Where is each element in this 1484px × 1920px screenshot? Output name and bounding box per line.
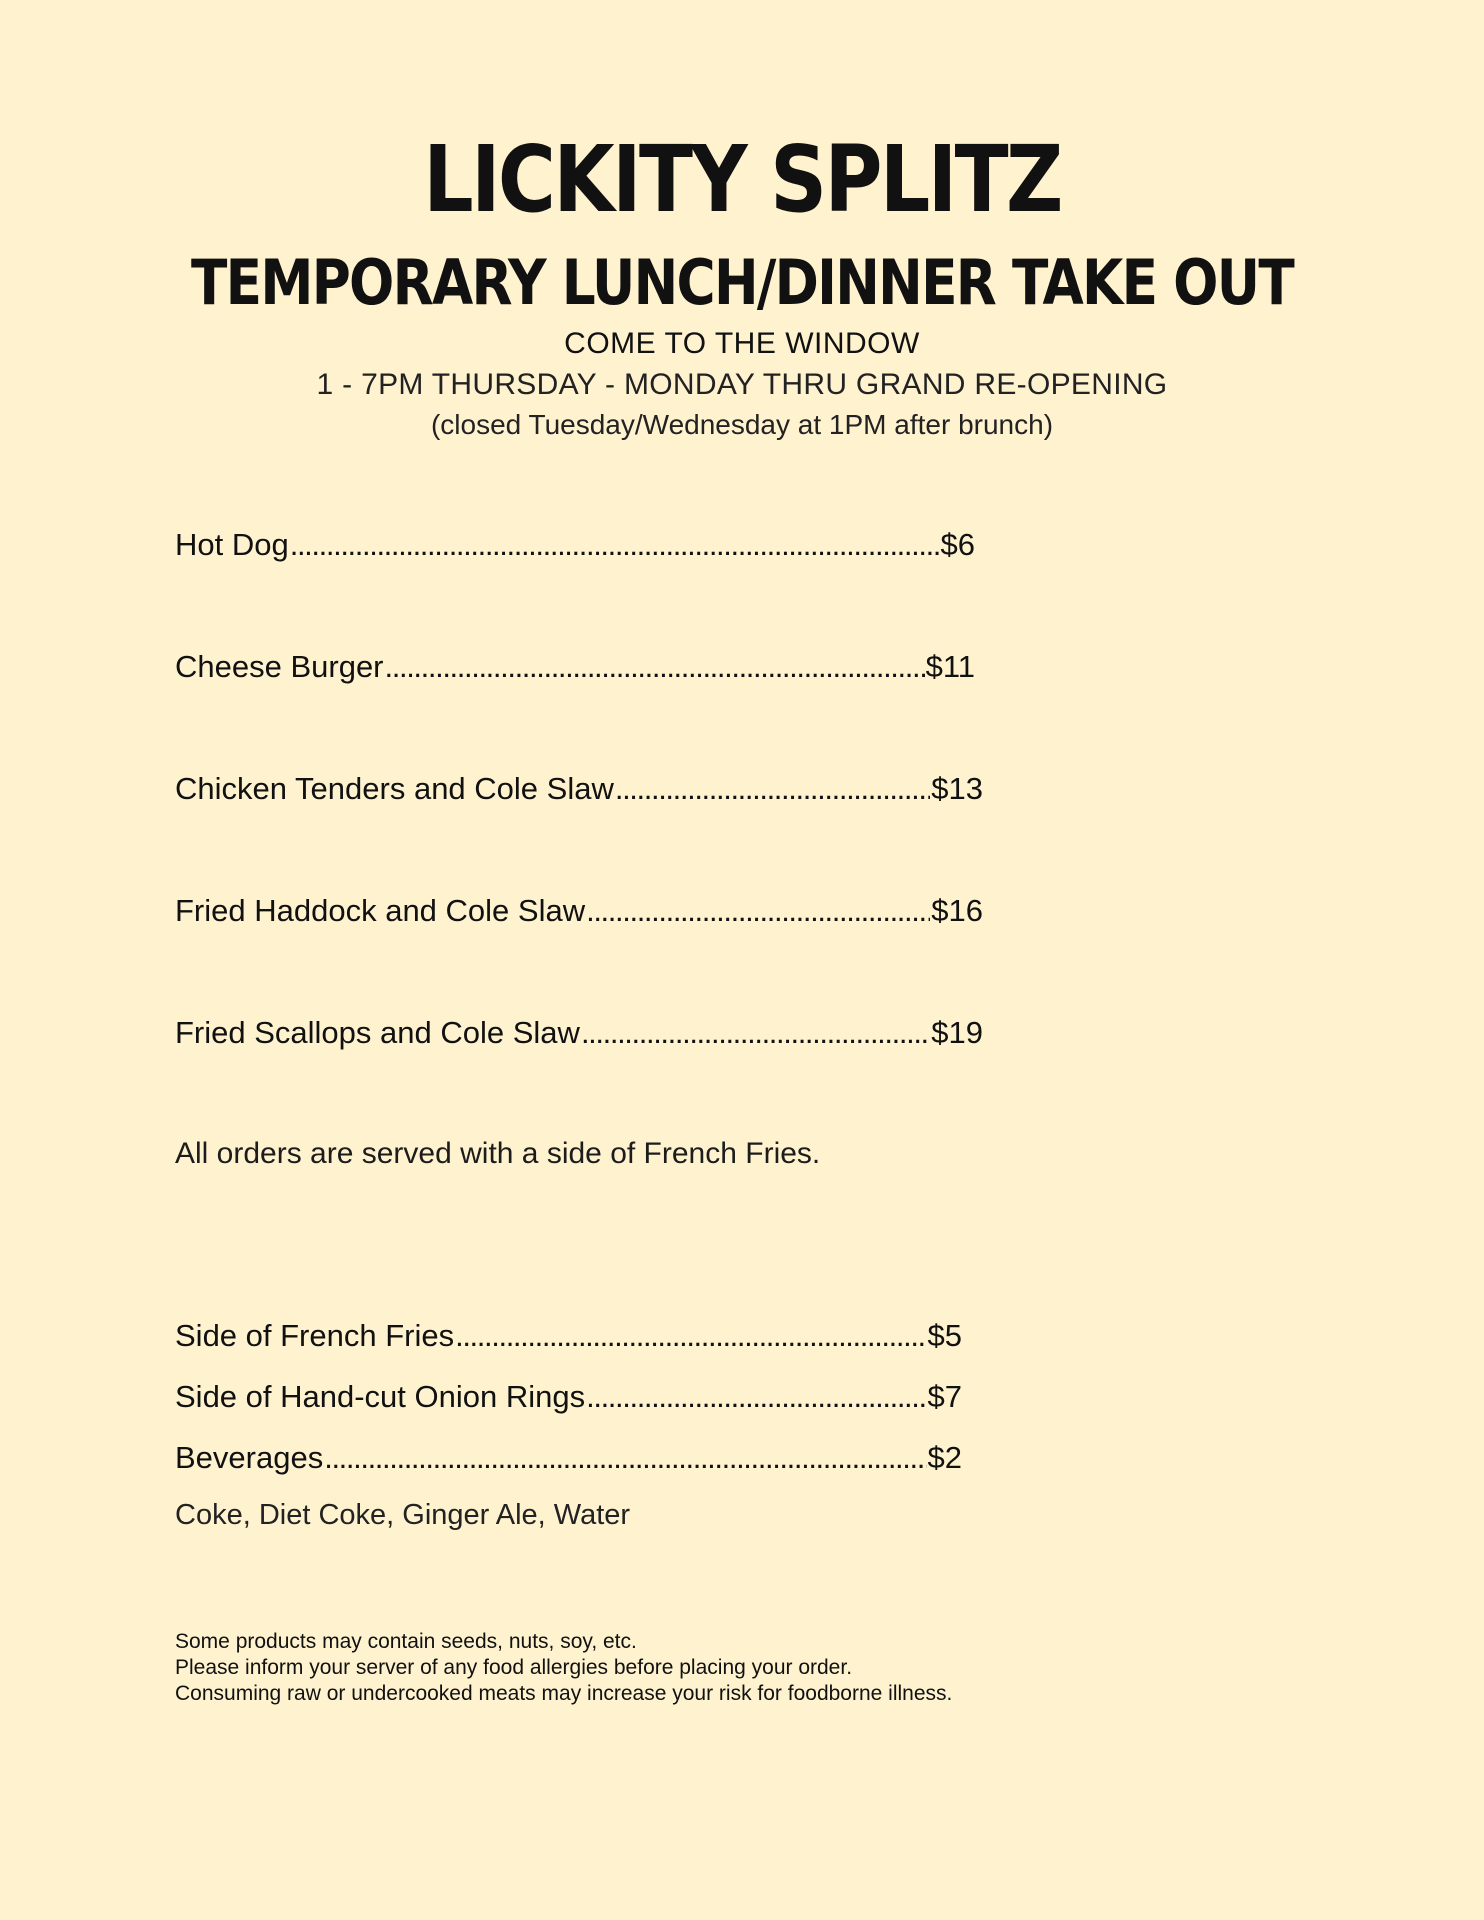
item-name: Chicken Tenders and Cole Slaw [175,771,614,806]
item-name: Cheese Burger [175,649,384,684]
menu-item-side-onion-rings [175,1377,962,1417]
dot-leader [581,1013,930,1053]
dot-leader [615,769,930,809]
item-price: $7 [927,1379,962,1414]
dot-leader [586,891,930,931]
menu-subtitle: TEMPORARY LUNCH/DINNER TAKE OUT [190,246,1293,319]
menu-item-side-fries [175,1316,962,1356]
item-name: Fried Scallops and Cole Slaw [175,1015,580,1050]
item-price: $13 [931,771,983,806]
item-price: $5 [927,1318,962,1353]
beverage-list: Coke, Diet Coke, Ginger Ale, Water [175,1499,631,1531]
dot-leader [324,1438,926,1478]
allergy-disclaimer [175,1629,952,1707]
fries-note: All orders are served with a side of French Fries. [175,1137,821,1170]
menu-item-chicken-tenders [175,769,983,809]
menu-item-beverages [175,1438,962,1478]
menu-item-fried-scallops [175,1013,983,1053]
item-name: Beverages [175,1440,324,1475]
disclaimer-line: Consuming raw or undercooked meats may increase your risk for foodborne illness. [175,1682,953,1705]
disclaimer-line: Please inform your server of any food allergies before placing your order. [175,1656,853,1679]
item-price: $2 [927,1440,962,1475]
menu-item-cheese-burger [175,647,975,687]
dot-leader [385,647,925,687]
restaurant-title: LICKITY SPLITZ [423,126,1061,233]
item-price: $11 [925,649,975,684]
item-name: Side of French Fries [175,1318,455,1353]
window-note: COME TO THE WINDOW [564,327,920,360]
item-name: Fried Haddock and Cole Slaw [175,893,586,928]
menu-item-fried-haddock [175,891,983,931]
menu-item-hot-dog [175,525,975,565]
hours-note: 1 - 7PM THURSDAY - MONDAY THRU GRAND RE-OPENING [316,368,1168,401]
dot-leader [455,1316,926,1356]
dot-leader [290,525,940,565]
item-price: $16 [931,893,983,928]
item-name: Hot Dog [175,527,289,562]
item-price: $6 [940,527,975,562]
item-name: Side of Hand-cut Onion Rings [175,1379,586,1414]
item-price: $19 [931,1015,983,1050]
closed-note: (closed Tuesday/Wednesday at 1PM after brunch) [430,409,1054,440]
disclaimer-line: Some products may contain seeds, nuts, soy, etc. [175,1630,637,1653]
dot-leader [586,1377,926,1417]
